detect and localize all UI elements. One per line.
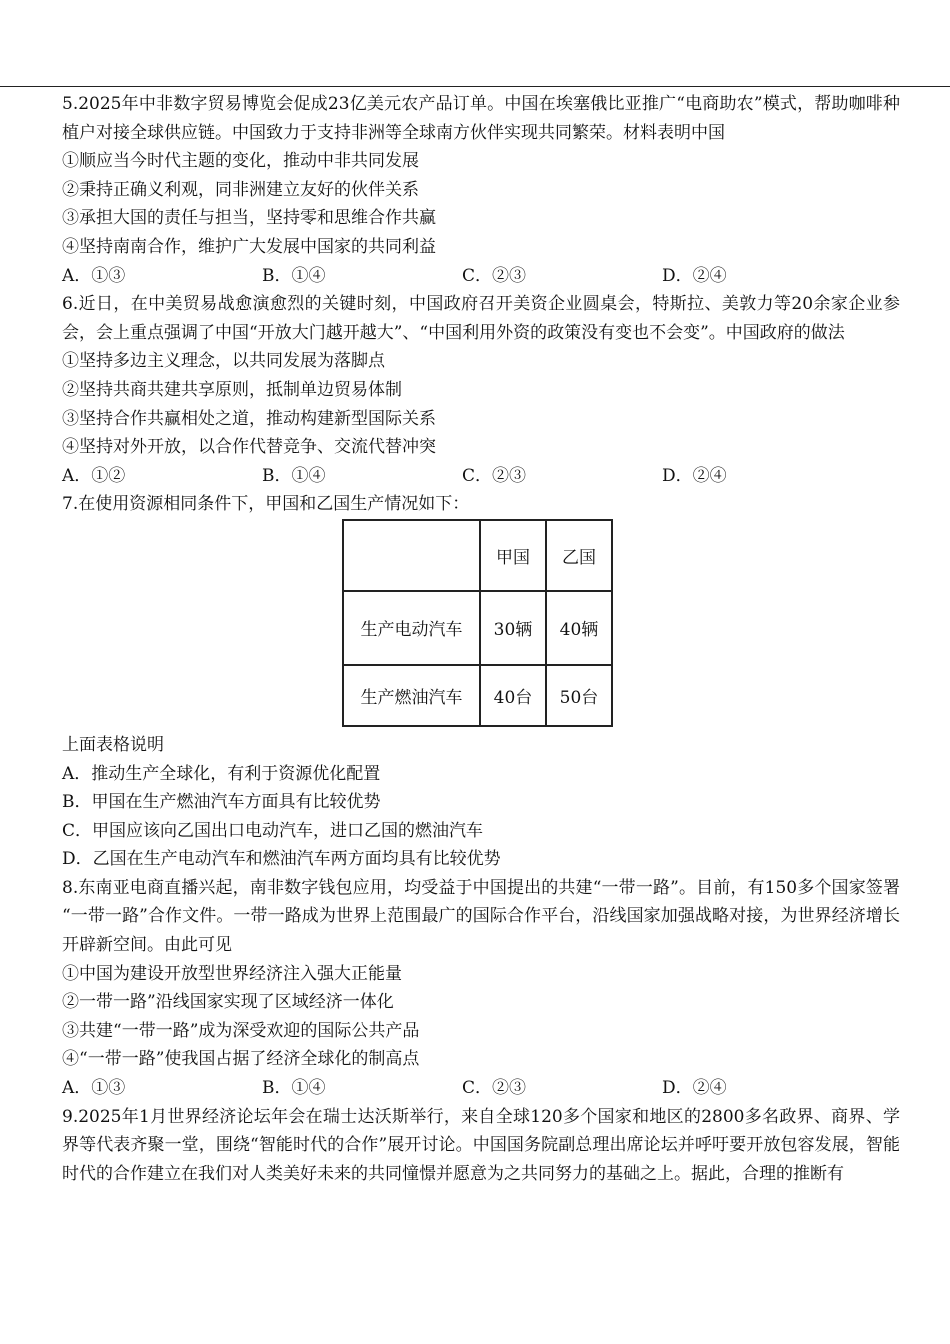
question-7 [62, 490, 900, 874]
statement-item: ①中国为建设开放型世界经济注入强大正能量 [62, 963, 402, 984]
table-row [343, 591, 612, 665]
table-cell: 40辆 [546, 591, 612, 665]
table-header-cell: 乙国 [546, 520, 612, 591]
question-stem: 9.2025年1月世界经济论坛年会在瑞士达沃斯举行，来自全球120多个国家和地区的2800多名政界、商界、学界等代表齐聚一堂，围绕“智能时代的合作”展开讨论。中国国务院副总理出席论坛并呼吁要开放包容发展，智能时代的合作建立在我们对人类美好未来的共同憧憬并愿意为之共同努力的基础之上。据此，合理的推断有 [62, 1106, 900, 1184]
option-d: D．②④ [662, 265, 727, 286]
statement-item: ①坚持多边主义理念，以共同发展为落脚点 [62, 351, 385, 372]
option-c: C．②③ [462, 1078, 527, 1099]
option-c: C．②③ [462, 265, 527, 286]
question-5 [62, 90, 900, 290]
option-a: A．①② [62, 465, 126, 486]
question-stem: 7.在使用资源相同条件下，甲国和乙国生产情况如下： [62, 494, 470, 515]
exam-content [62, 90, 900, 1188]
option-a: A．①③ [62, 1078, 126, 1099]
option-b: B．①④ [262, 465, 326, 486]
question-stem: 6.近日，在中美贸易战愈演愈烈的关键时刻，中国政府召开美资企业圆桌会，特斯拉、美敦力等20余家企业参会，会上重点强调了中国“开放大门越开越大”、“中国利用外资的政策没有变也不会变”。中国政府的做法 [62, 294, 900, 343]
table-corner-cell [343, 520, 480, 591]
question-8 [62, 874, 900, 1103]
statement-item: ④“一带一路”使我国占据了经济全球化的制高点 [62, 1049, 420, 1070]
answer-options [62, 462, 900, 491]
question-6 [62, 290, 900, 490]
table-header-cell: 甲国 [480, 520, 546, 591]
answer-options [62, 1074, 900, 1103]
answer-options [62, 262, 900, 291]
option-b: B．甲国在生产燃油汽车方面具有比较优势 [62, 792, 381, 813]
table-row-label: 生产燃油汽车 [343, 665, 480, 726]
table-cell: 30辆 [480, 591, 546, 665]
question-stem: 5.2025年中非数字贸易博览会促成23亿美元农产品订单。中国在埃塞俄比亚推广“电商助农”模式，帮助咖啡种植户对接全球供应链。中国致力于支持非洲等全球南方伙伴实现共同繁荣。材料表明中国 [62, 94, 900, 143]
option-d: D．乙国在生产电动汽车和燃油汽车两方面均具有比较优势 [62, 849, 501, 870]
production-table [342, 519, 613, 727]
table-cell: 40台 [480, 665, 546, 726]
option-a: A．①③ [62, 265, 126, 286]
statement-item: ④坚持南南合作，维护广大发展中国家的共同利益 [62, 236, 436, 257]
option-d: D．②④ [662, 1078, 727, 1099]
statement-item: ④坚持对外开放，以合作代替竞争、交流代替冲突 [62, 437, 436, 458]
header-rule [0, 86, 950, 87]
table-row [343, 665, 612, 726]
statement-item: ②坚持共商共建共享原则，抵制单边贸易体制 [62, 379, 402, 400]
option-d: D．②④ [662, 465, 727, 486]
option-a: A．推动生产全球化，有利于资源优化配置 [62, 763, 381, 784]
option-b: B．①④ [262, 265, 326, 286]
question-prompt: 上面表格说明 [62, 734, 164, 755]
table-row-label: 生产电动汽车 [343, 591, 480, 665]
statement-item: ③坚持合作共赢相处之道，推动构建新型国际关系 [62, 408, 436, 429]
statement-item: ③共建“一带一路”成为深受欢迎的国际公共产品 [62, 1020, 420, 1041]
option-c: C．②③ [462, 465, 527, 486]
option-c: C．甲国应该向乙国出口电动汽车，进口乙国的燃油汽车 [62, 820, 484, 841]
statement-item: ①顺应当今时代主题的变化，推动中非共同发展 [62, 151, 419, 172]
question-9 [62, 1103, 900, 1189]
statement-item: ③承担大国的责任与担当，坚持零和思维合作共赢 [62, 208, 436, 229]
question-stem: 8.东南亚电商直播兴起，南非数字钱包应用，均受益于中国提出的共建“一带一路”。目前，有150多个国家签署 “一带一路”合作文件。一带一路成为世界上范围最广的国际合作平台，沿线国家加强战略对接，为世界经济增长开辟新空间。由此可见 [62, 877, 900, 956]
production-table-wrap [62, 519, 900, 731]
table-header-row [343, 520, 612, 591]
statement-item: ②秉持正确义利观，同非洲建立友好的伙伴关系 [62, 179, 419, 200]
statement-item: ②一带一路”沿线国家实现了区域经济一体化 [62, 992, 394, 1013]
option-b: B．①④ [262, 1078, 326, 1099]
table-cell: 50台 [546, 665, 612, 726]
